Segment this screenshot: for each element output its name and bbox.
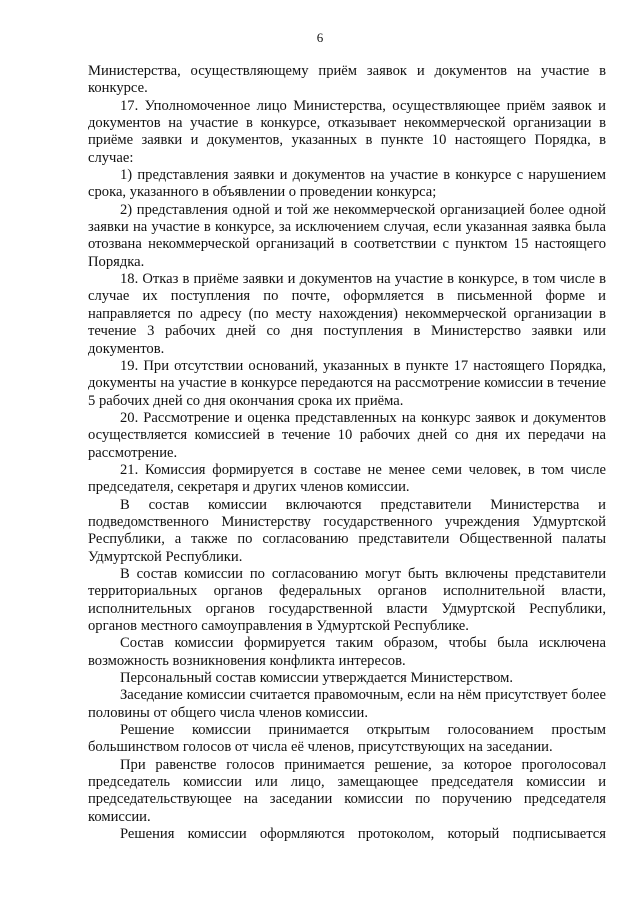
paragraph-personal-composition: Персональный состав комиссии утверждается Министерством. — [120, 670, 514, 687]
paragraph-conflict-of-interest: Состав комиссии формируется таким образом, чтобы была исключена возможность возникновения конфликта интересов. — [88, 635, 606, 669]
page-number: 6 — [316, 30, 324, 45]
paragraph-commission-optional-members: В состав комиссии по согласованию могут быть включены представители территориальных органов федеральных органов исполнительной власти, исполнительных органов государственной власти Удмуртской Республики, органов местного самоуправления в Удмуртской Республике. — [88, 565, 606, 634]
paragraph-17-item-2: 2) представления одной и той же некоммерческой организацией более одной заявки на участие в конкурсе, за исключением случая, если указанная заявка была отозвана некоммерческой организаций в соответствии с пунктом 15 настоящего Порядка. — [88, 201, 606, 270]
paragraph-17: 17. Уполномоченное лицо Министерства, осуществляющее приём заявок и документов на участие в конкурсе, отказывает некоммерческой организации в приёме заявки и документов, указанных в пункте 10 настоящего Порядка, в случае: — [88, 97, 606, 166]
paragraph-quorum: Заседание комиссии считается правомочным, если на нём присутствует более половины от общего числа членов комиссии. — [88, 687, 606, 721]
paragraph-21: 21. Комиссия формируется в составе не менее семи человек, в том числе председателя, секретаря и других членов комиссии. — [88, 461, 606, 496]
paragraph-commission-members: В состав комиссии включаются представители Министерства и подведомственного Министерству государственного учреждения Удмуртской Республики, а также по согласованию представители Общественной палаты Удмуртской Республики. — [88, 496, 606, 565]
paragraph-protocol: Решения комиссии оформляются протоколом, который подписывается — [120, 826, 606, 843]
document-body — [88, 63, 606, 843]
paragraph-20: 20. Рассмотрение и оценка представленных на конкурс заявок и документов осуществляется комиссией в течение 10 рабочих дней со дня их передачи на рассмотрение. — [88, 409, 606, 461]
paragraph-tie-vote: При равенстве голосов принимается решение, за которое проголосовал председатель комиссии или лицо, замещающее председателя комиссии и председательствующее на заседании комиссии по поручению председателя комиссии. — [88, 756, 606, 825]
paragraph-19: 19. При отсутствии оснований, указанных в пункте 17 настоящего Порядка, документы на участие в конкурсе передаются на рассмотрение комиссии в течение 5 рабочих дней со дня окончания срока их приёма. — [88, 357, 606, 409]
paragraph-continuation: Министерства, осуществляющему приём заявок и документов на участие в конкурсе. — [88, 63, 606, 97]
paragraph-voting: Решение комиссии принимается открытым голосованием простым большинством голосов от числа её членов, присутствующих на заседании. — [88, 722, 606, 756]
paragraph-17-item-1: 1) представления заявки и документов на участие в конкурсе с нарушением срока, указанного в объявлении о проведении конкурса; — [88, 167, 606, 201]
paragraph-18: 18. Отказ в приёме заявки и документов на участие в конкурсе, в том числе в случае их поступления по почте, оформляется в письменной форме и направляется по адресу (по месту нахождения) некоммерческой организации в течение 3 рабочих дней со дня поступления в Министерство заявки или документов. — [88, 271, 606, 357]
